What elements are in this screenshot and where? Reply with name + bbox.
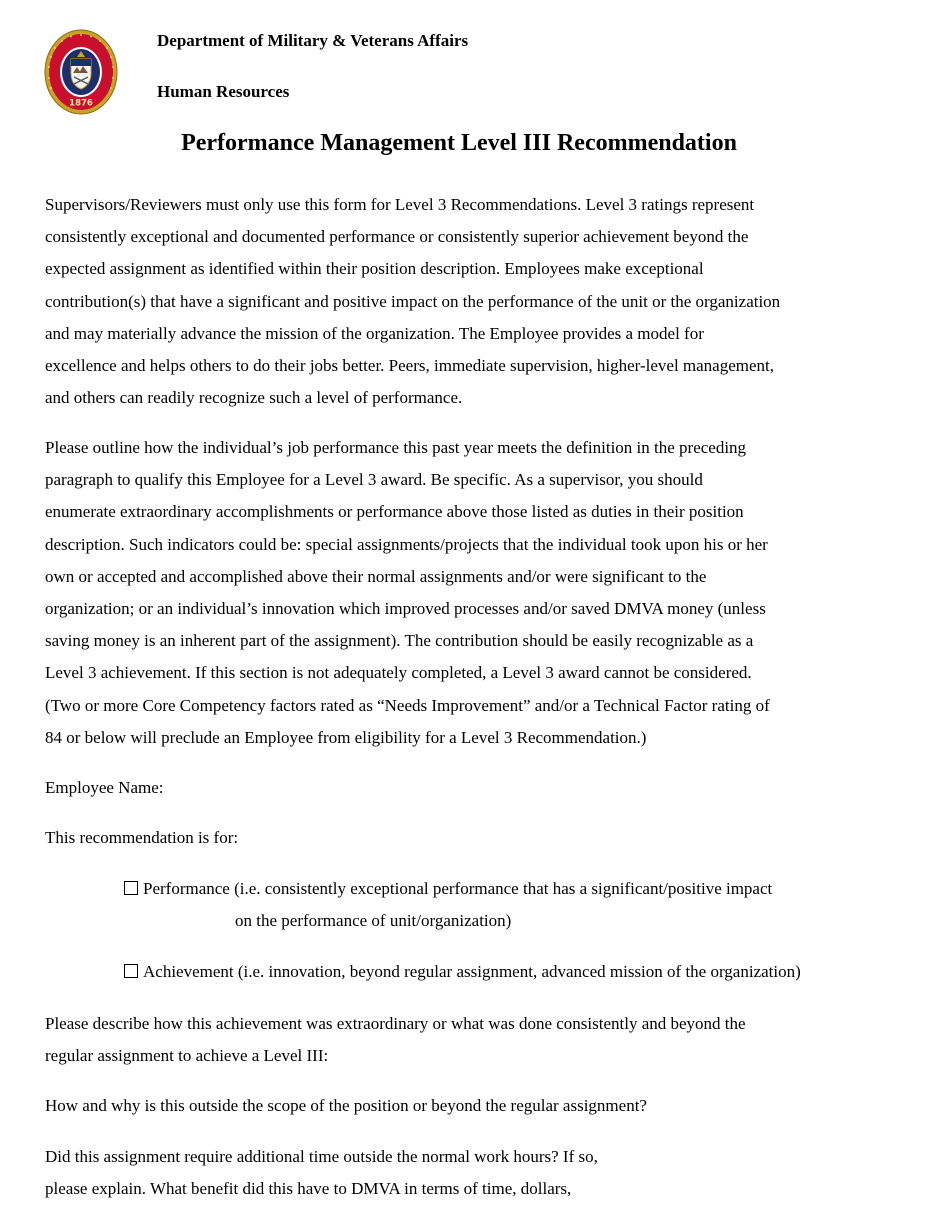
instruction-line: paragraph to qualify this Employee for a Level 3 award. Be specific. As a supervisor, you should <box>45 470 703 490</box>
intro-line: and may materially advance the mission of the organization. The Employee provides a model for <box>45 323 704 343</box>
employee-name-label: Employee Name: <box>45 778 164 797</box>
question-line: Did this assignment require additional time outside the normal work hours? If so, <box>45 1147 598 1166</box>
achievement-option <box>124 956 801 988</box>
performance-option <box>124 873 772 905</box>
form-title: Performance Management Level III Recommendation <box>181 130 737 156</box>
question-line: Please describe how this achievement was extraordinary or what was done consistently and beyond the <box>45 1014 746 1033</box>
performance-option-label: Performance (i.e. consistently exceptional performance that has a significant/positive impact <box>143 879 773 898</box>
intro-paragraph <box>45 189 780 414</box>
instruction-line: 84 or below will preclude an Employee from eligibility for a Level 3 Recommendation.) <box>45 727 647 747</box>
instruction-line: (Two or more Core Competency factors rated as “Needs Improvement” and/or a Technical Factor rating of <box>45 695 770 715</box>
question-extraordinary <box>45 1008 746 1072</box>
intro-line: expected assignment as identified within their position description. Employees make exceptional <box>45 259 704 279</box>
achievement-checkbox[interactable] <box>124 964 138 978</box>
instruction-line: own or accepted and accomplished above their normal assignments and/or were significant to the <box>45 566 707 586</box>
intro-line: and others can readily recognize such a level of performance. <box>45 388 463 408</box>
intro-line: Supervisors/Reviewers must only use this form for Level 3 Recommendations. Level 3 ratings represent <box>45 195 755 214</box>
performance-option-continuation: on the performance of unit/organization) <box>235 911 512 930</box>
colorado-seal-logo <box>44 29 118 115</box>
instruction-line: Level 3 achievement. If this section is not adequately completed, a Level 3 award cannot be considered. <box>45 663 752 683</box>
instruction-line: description. Such indicators could be: special assignments/projects that the individual took upon his or her <box>45 534 768 554</box>
svg-text:1876: 1876 <box>69 98 93 109</box>
question-line: regular assignment to achieve a Level III: <box>45 1046 329 1066</box>
instruction-line: Please outline how the individual’s job performance this past year meets the definition in the preceding <box>45 438 747 457</box>
department-name: Department of Military & Veterans Affairs <box>157 31 469 50</box>
instruction-line: organization; or an individual’s innovation which improved processes and/or saved DMVA money (unless <box>45 598 766 618</box>
question-line: How and why is this outside the scope of the position or beyond the regular assignment? <box>45 1096 647 1115</box>
achievement-option-label: Achievement (i.e. innovation, beyond regular assignment, advanced mission of the organization) <box>143 962 801 981</box>
instruction-line: enumerate extraordinary accomplishments or performance above those listed as duties in their position <box>45 502 744 522</box>
division-name: Human Resources <box>157 82 290 101</box>
instruction-paragraph <box>45 432 770 754</box>
performance-checkbox[interactable] <box>124 881 138 895</box>
intro-line: excellence and helps others to do their jobs better. Peers, immediate supervision, higher-level management, <box>45 355 775 375</box>
recommendation-label: This recommendation is for: <box>45 828 239 847</box>
intro-line: consistently exceptional and documented performance or consistently superior achievement beyond the <box>45 227 749 247</box>
question-additional-time <box>45 1141 598 1205</box>
question-line: please explain. What benefit did this have to DMVA in terms of time, dollars, <box>45 1179 572 1199</box>
instruction-line: saving money is an inherent part of the assignment). The contribution should be easily recognizable as a <box>45 631 754 651</box>
intro-line: contribution(s) that have a significant and positive impact on the performance of the unit or the organization <box>45 291 781 311</box>
question-scope <box>45 1090 647 1122</box>
